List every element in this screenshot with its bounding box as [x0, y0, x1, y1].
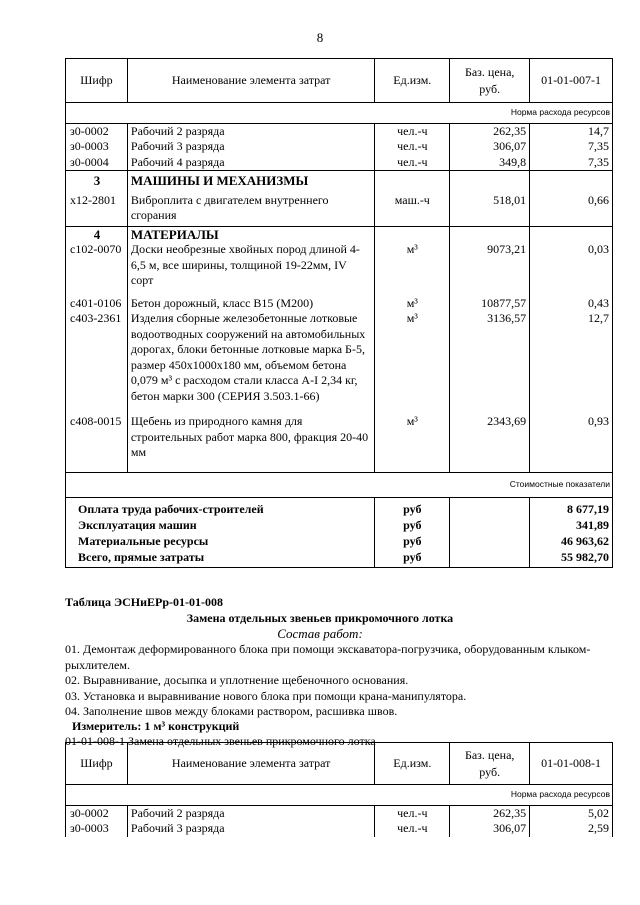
col-code-header: Шифр — [66, 59, 128, 103]
col-name-header: Наименование элемента затрат — [127, 743, 374, 785]
table-row: з0-0003 Рабочий 3 разряда чел.-ч 306,07 7,35 — [66, 139, 613, 155]
table-row: с403-2361 Изделия сборные железобетонные лотковые водоотводных сооружений на автомобильных дорогах, блоки бетонные лотковые марка Б-5, размер 450х1000х180 мм, объемом бетона 0,079 м³ с расходом стали класса А-I 2,34 кг, бетон марки 300 (СЕРИЯ 3.503.1-66) м³ 3136,57 12,7 — [66, 311, 613, 410]
cost-row: Всего, прямые затраты руб 55 982,70 — [66, 549, 613, 568]
cost-label: Стоимостные показатели — [66, 473, 613, 498]
table-row: с401-0106 Бетон дорожный, класс В15 (М200) м³ 10877,57 0,43 — [66, 294, 613, 312]
col-code-header: Шифр — [66, 743, 128, 785]
page-number: 8 — [316, 30, 324, 45]
work-item: 03. Установка и выравнивание нового блока при помощи крана-манипулятора. — [65, 689, 467, 703]
table-row: з0-0003 Рабочий 3 разряда чел.-ч 306,07 2,59 — [66, 821, 613, 837]
table-row: с102-0070 Доски необрезные хвойных пород длиной 4-6,5 м, все ширины, толщиной 19-22мм, IV сорт м³ 9073,21 0,03 — [66, 242, 613, 294]
resource-table-01-01-008-1 — [65, 742, 613, 837]
table2-title: Замена отдельных звеньев прикромочного лотка — [186, 611, 454, 625]
work-item: 02. Выравнивание, досыпка и уплотнение щебеночного основания. — [65, 673, 409, 687]
col-unit-header: Ед.изм. — [375, 59, 450, 103]
cost-row: Эксплуатация машин руб 341,89 — [66, 517, 613, 533]
col-price-header: Баз. цена, руб. — [450, 59, 530, 103]
col-norm-code-header: 01-01-008-1 — [530, 743, 613, 785]
work-title: Состав работ: — [277, 626, 363, 641]
table2-heading: Таблица ЭСНиЕРр-01-01-008 — [65, 595, 224, 609]
col-price-header: Баз. цена, руб. — [450, 743, 530, 785]
table2-subtitle: 01-01-008-1 Замена отдельных звеньев прикромочного лотка — [65, 734, 376, 748]
work-item: 04. Заполнение швов между блоками раствором, расшивка швов. — [65, 704, 398, 718]
cost-row: Оплата труда рабочих-строителей руб 8 677,19 — [66, 497, 613, 517]
resource-table-01-01-007-1 — [65, 58, 613, 568]
table-row: з0-0002 Рабочий 2 разряда чел.-ч 262,35 5,02 — [66, 805, 613, 821]
section-header-machines: 3 МАШИНЫ И МЕХАНИЗМЫ — [66, 171, 613, 189]
col-name-header: Наименование элемента затрат — [127, 59, 374, 103]
col-norm-code-header: 01-01-007-1 — [530, 59, 613, 103]
table-row: с408-0015 Щебень из природного камня для строительных работ марка 800, фракция 20-40 мм м³ 2343,69 0,93 — [66, 410, 613, 465]
norm-label: Норма расхода ресурсов — [66, 785, 613, 806]
norm-label: Норма расхода ресурсов — [66, 103, 613, 124]
table-row: х12-2801 Виброплита с двигателем внутреннего сгорания маш.-ч 518,01 0,66 — [66, 189, 613, 227]
table-row: з0-0004 Рабочий 4 разряда чел.-ч 349,8 7,35 — [66, 155, 613, 171]
work-item: 01. Демонтаж деформированного блока при помощи экскаватора-погрузчика, оборудованным клыком-рыхлителем. — [65, 642, 591, 672]
section-header-materials: 4 МАТЕРИАЛЫ — [66, 226, 613, 242]
col-unit-header: Ед.изм. — [375, 743, 450, 785]
cost-row: Материальные ресурсы руб 46 963,62 — [66, 533, 613, 549]
measure: Измеритель: 1 м³ конструкций — [72, 719, 240, 733]
table-row: з0-0002 Рабочий 2 разряда чел.-ч 262,35 14,7 — [66, 123, 613, 139]
